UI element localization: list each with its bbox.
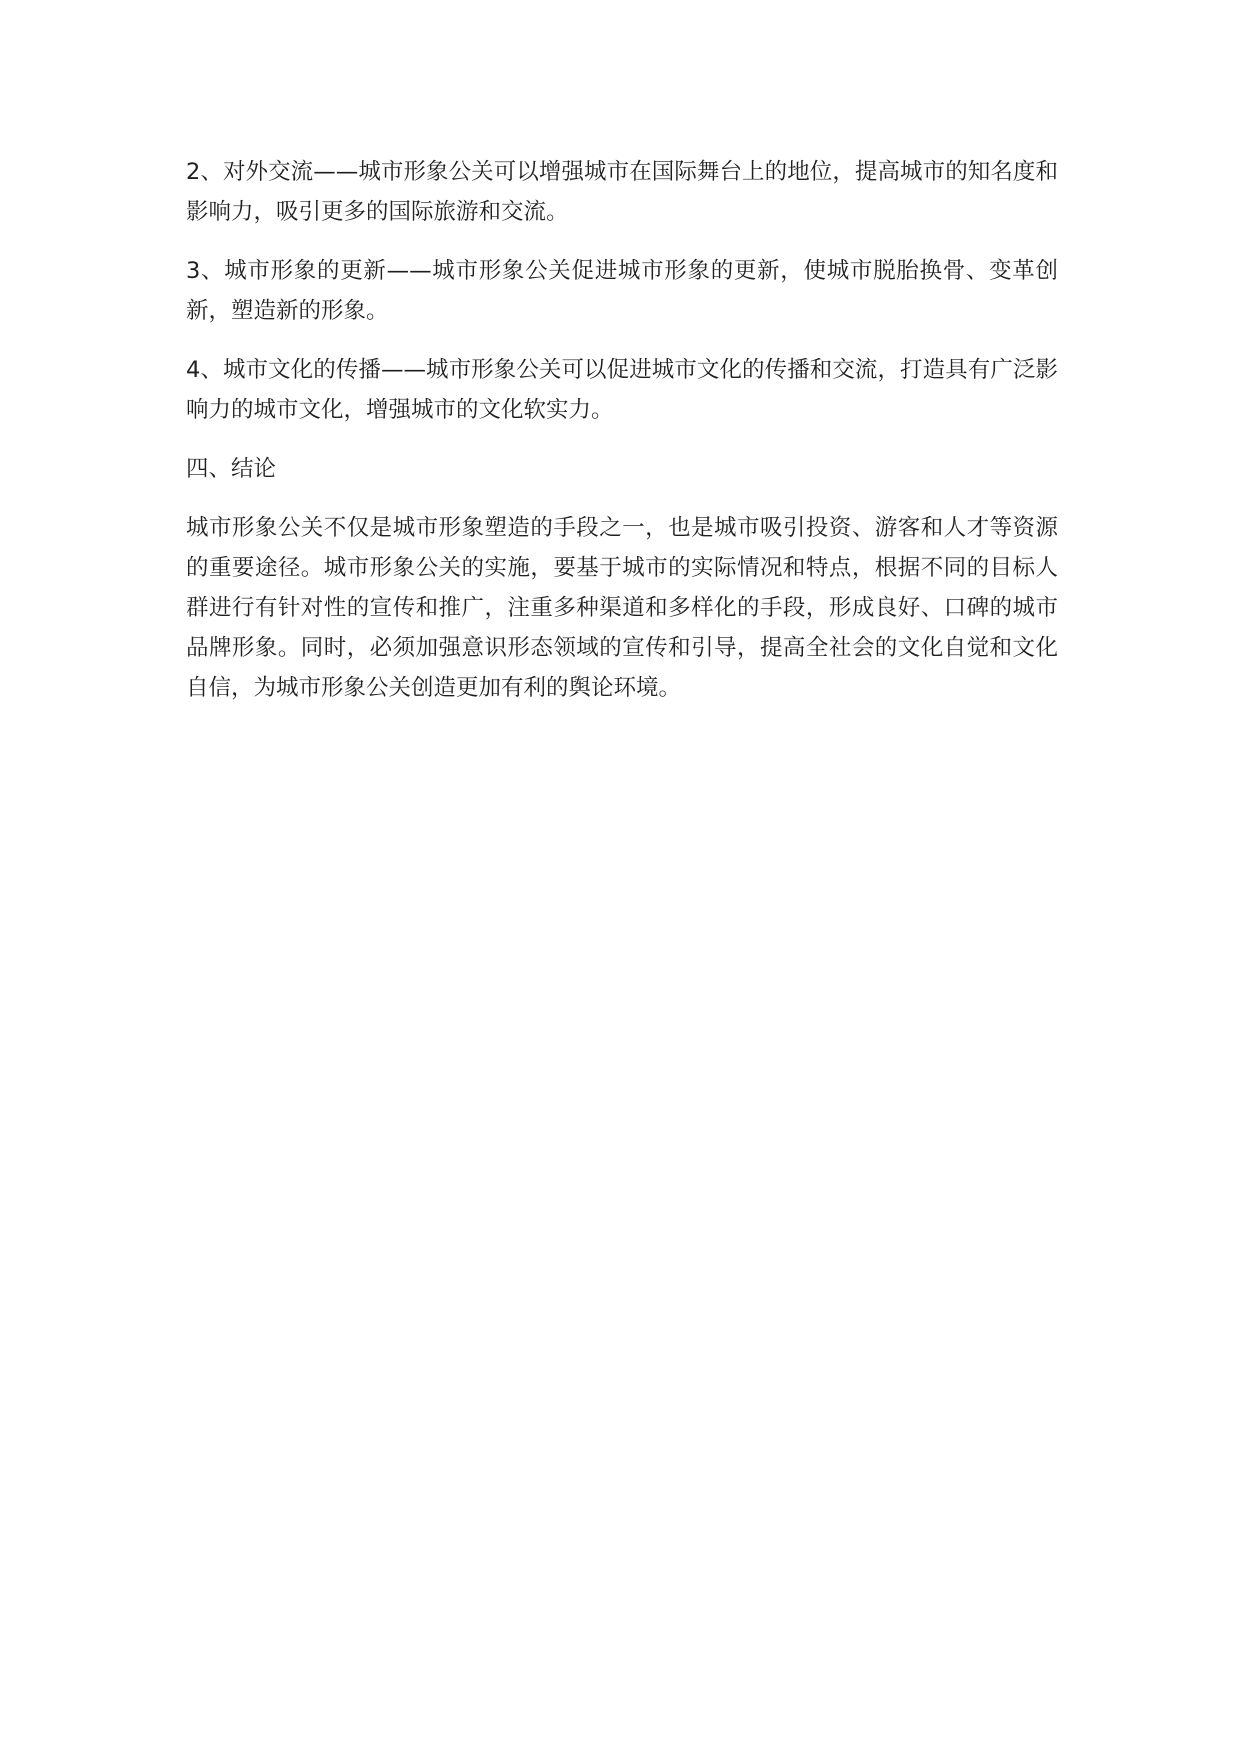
document-body [186, 152, 1058, 727]
paragraph-external-exchange: 2、对外交流——城市形象公关可以增强城市在国际舞台上的地位，提高城市的知名度和影响力，吸引更多的国际旅游和交流。 [186, 159, 1058, 225]
section-heading-conclusion: 四、结论 [186, 456, 277, 482]
paragraph-culture-spread: 4、城市文化的传播——城市形象公关可以促进城市文化的传播和交流，打造具有广泛影响力的城市文化，增强城市的文化软实力。 [186, 357, 1058, 423]
paragraph-image-renewal: 3、城市形象的更新——城市形象公关促进城市形象的更新，使城市脱胎换骨、变革创新，塑造新的形象。 [186, 258, 1058, 324]
paragraph-conclusion: 城市形象公关不仅是城市形象塑造的手段之一，也是城市吸引投资、游客和人才等资源的重要途径。城市形象公关的实施，要基于城市的实际情况和特点，根据不同的目标人群进行有针对性的宣传和推广，注重多种渠道和多样化的手段，形成良好、口碑的城市品牌形象。同时，必须加强意识形态领域的宣传和引导，提高全社会的文化自觉和文化自信，为城市形象公关创造更加有利的舆论环境。 [186, 515, 1058, 701]
